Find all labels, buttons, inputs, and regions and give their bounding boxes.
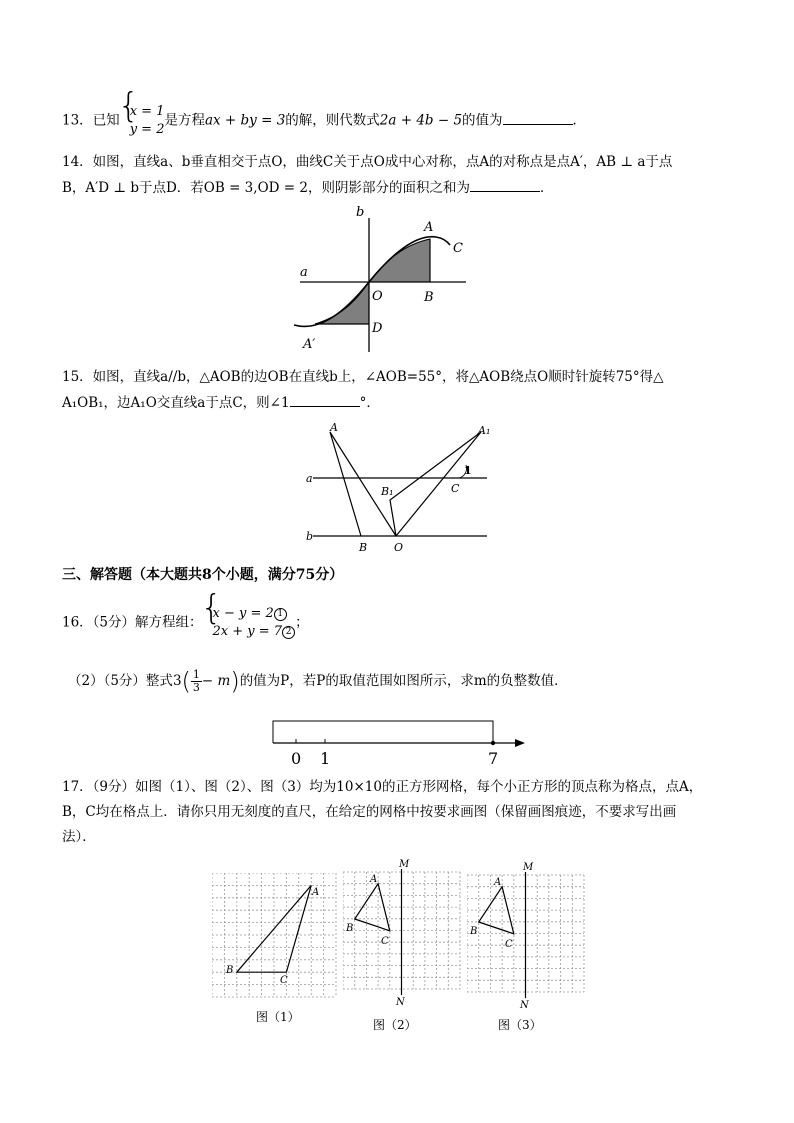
q17-fig3-label-C: C: [505, 939, 513, 950]
q17-figure-1-grid: [212, 873, 337, 998]
q14-label-a-line: a: [300, 265, 308, 280]
q15-triangle-a1ob1: [390, 432, 481, 536]
q14-shade-upper: [369, 239, 430, 282]
q15-label-O: O: [394, 541, 404, 554]
q17-fig3-label-A: A: [494, 877, 502, 888]
q16-end: ；: [295, 614, 309, 631]
q14-label-A1: A′: [303, 337, 316, 352]
q16-eq2-row: [213, 623, 296, 641]
q13-answer-blank: [503, 112, 573, 125]
q16b-frac-num: 1: [192, 668, 200, 681]
q15-answer-blank: [290, 394, 360, 407]
q17-line2: B，C均在格点上．请你只用无刻度的直尺，在给定的网格中按要求画图（保留画图痕迹，不要求写出画: [62, 804, 677, 820]
q15-line2: [62, 394, 380, 412]
q15-label-B: B: [359, 541, 368, 554]
q17-caption-2: 图（2）: [373, 1018, 417, 1032]
q17-line3: 法）．: [62, 829, 96, 845]
q13-text-b: 的解，则代数式: [285, 112, 380, 129]
q15-line2-end: °．: [359, 395, 380, 411]
q16b-tick-1: 1: [320, 749, 331, 768]
q16-eq1-mark: 1: [274, 608, 287, 621]
q16-eq2-mark: 2: [282, 626, 295, 639]
q17-fig2-label-C: C: [381, 936, 389, 947]
q14-label-C: C: [453, 241, 463, 256]
q13-prefix: 已知: [92, 112, 120, 129]
q15-label-A: A: [330, 421, 338, 434]
q14-line1: 14．如图，直线a、b垂直相交于点O，曲线C关于点O成中心对称，点A的对称点是点A′，AB ⊥ a于点: [62, 154, 673, 170]
q17-fig3-label-M: M: [523, 862, 534, 873]
q16b-text: 的值为P，若P的取值范围如图所示，求m的负整数值．: [239, 673, 568, 689]
q15-label-C: C: [451, 482, 460, 495]
q16b-range-bracket: [273, 721, 493, 743]
q14-line2: [62, 179, 553, 197]
q17-fig3-label-B: B: [470, 926, 478, 937]
q16-eq1-row: [213, 605, 296, 623]
q17-fig2-label-N: N: [396, 997, 405, 1008]
q14-line2-text: B，A′D ⊥ b于点D．若OB = 3,OD = 2，则阴影部分的面积之和为: [62, 180, 470, 196]
q14-label-O: O: [372, 289, 383, 304]
q15-label-a: a: [306, 472, 313, 485]
section-3-title: 三、解答题（本大题共8个小题，满分75分）: [62, 567, 344, 583]
q17-fig2-label-A: A: [370, 874, 378, 885]
q15-label-1: 1: [464, 464, 472, 477]
q17-fig1-label-C: C: [280, 975, 288, 986]
q16b-coef: 3: [172, 673, 182, 689]
q15-label-b: b: [306, 530, 314, 543]
q15-line2-text: A₁OB₁，边A₁O交直线a于点C，则∠1: [62, 395, 290, 411]
q13-text-c: 的值为: [462, 112, 503, 129]
q14-label-B: B: [424, 290, 434, 305]
q17-fig1-label-B: B: [226, 965, 234, 976]
q14-line2-end: ．: [539, 180, 554, 196]
q17-caption-3: 图（3）: [498, 1018, 542, 1032]
q13-number: 13．: [62, 112, 93, 129]
q16b-point-7: [491, 741, 495, 745]
q17-caption-1: 图（1）: [256, 1010, 300, 1024]
q15-label-B1: B₁: [381, 485, 394, 498]
q16b-number-line: [265, 715, 530, 770]
q17-figure-3-grid: [467, 858, 589, 1013]
q17-line1: 17．（9分）如图（1）、图（2）、图（3）均为10×10的正方形网格，每个小正方形的顶点称为格点，点A，: [62, 779, 703, 795]
q13-sys-line2: y = 2: [129, 122, 165, 137]
q16b-minus-m: − m: [201, 673, 231, 689]
q14-label-A: A: [424, 220, 434, 235]
q16b-fraction: [191, 669, 202, 694]
q16-system: [203, 605, 296, 641]
q15-label-A1: A₁: [478, 424, 491, 437]
q16b-tick-0: 0: [291, 749, 302, 768]
q15-triangle-aob: [330, 432, 396, 536]
q17-figure-2-grid: [343, 855, 463, 1010]
q17-fig1-label-A: A: [312, 887, 320, 898]
q14-figure: [290, 200, 480, 360]
q16b-frac-den: 3: [192, 681, 200, 694]
q13-text-a: 是方程: [164, 112, 205, 129]
q17-fig2-label-M: M: [399, 859, 410, 870]
q13-equation: ax + by = 3: [204, 112, 286, 129]
q13-expression: 2a + 4b − 5: [379, 112, 463, 129]
q15-line1: 15．如图，直线a//b，△AOB的边OB在直线b上，∠AOB=55°，将△AOB绕点O顺时针旋转75°得△: [62, 369, 664, 385]
q14-answer-blank: [470, 179, 540, 192]
q15-figure: [295, 418, 495, 556]
q13-sys-line1: { x = 1: [129, 104, 165, 119]
q14-label-b: b: [356, 205, 365, 220]
q13: [62, 103, 586, 139]
q13-system: [120, 103, 165, 139]
q16: [62, 605, 309, 641]
q14-shade-lower: [315, 282, 369, 324]
q16b-prefix: （2）（5分）整式: [68, 673, 173, 689]
q16b-tick-7: 7: [488, 749, 499, 768]
q13-end: ．: [572, 112, 587, 129]
q17-fig2-label-B: B: [346, 923, 354, 934]
q17-fig3-label-N: N: [520, 1000, 529, 1011]
q14-label-D: D: [372, 321, 383, 336]
q16-prefix: 16．（5分）解方程组：: [62, 614, 203, 631]
q16-eq1: x − y = 2: [212, 606, 274, 621]
q16-eq2: 2x + y = 7: [212, 624, 283, 639]
q16b-axis-arrow: [515, 739, 525, 747]
q16b: （2）（5分）整式3( $\frac{1}{3}$ − m)的值为P，若P的取值范围如图所示，求m的负整数值．: [68, 667, 568, 696]
